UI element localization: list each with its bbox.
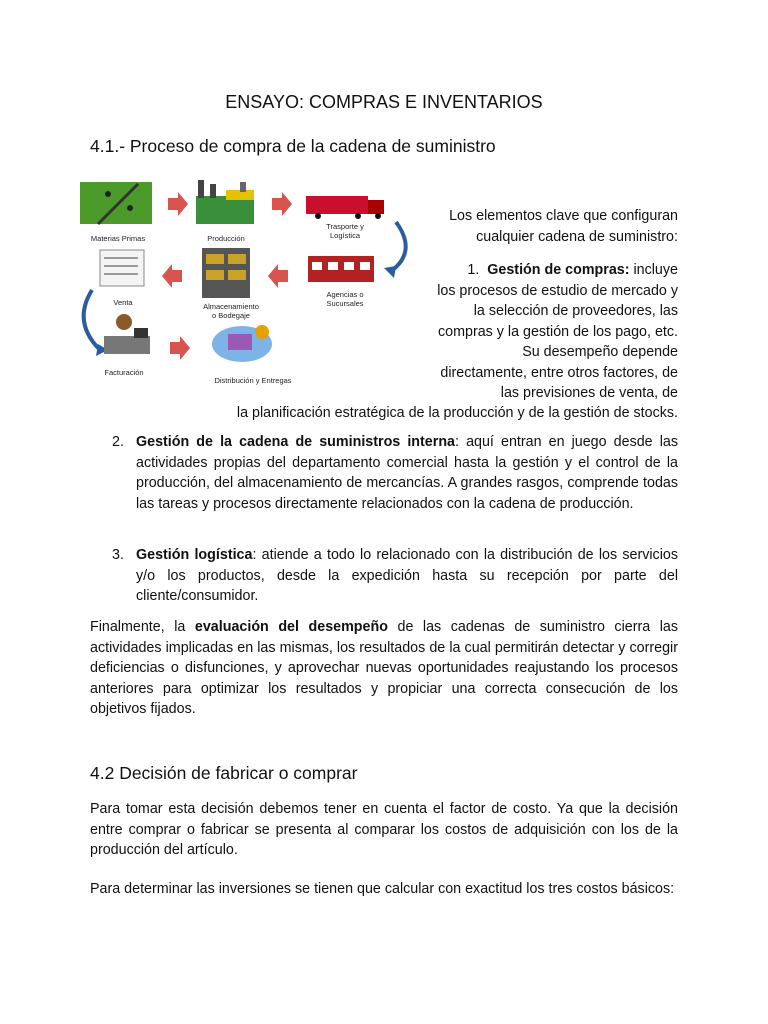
truck-image: [306, 196, 384, 219]
section-heading-4-2: 4.2 Decisión de fabricar o comprar: [90, 763, 358, 783]
flow-arrow: [162, 264, 182, 288]
raw-materials-image: [80, 182, 152, 224]
warehouse-image: [202, 248, 250, 298]
supply-chain-illustration: [78, 172, 418, 392]
item-2-cadena-interna: 2. Gestión de la cadena de suministros interna: aquí entran en juego desde las actividades propias del departamento comercial hasta la gestión y el control de la producción, del almacenamiento de mercancías. A grandes rasgos, comprende todas las tareas y procesos directamente relacionados con la cadena de producción.: [112, 434, 678, 512]
store-image: [308, 256, 374, 282]
distribution-image: [212, 325, 272, 362]
label-produccion: Producción: [207, 234, 245, 243]
flow-arrow: [168, 192, 188, 216]
section-2-paragraph-2: Para determinar las inversiones se tienen que calcular con exactitud los tres costos básicos:: [90, 881, 675, 897]
supply-chain-diagram: [78, 172, 418, 392]
page-title: ENSAYO: COMPRAS E INVENTARIOS: [225, 92, 543, 112]
intro-text: Los elementos clave que configuran cualquier cadena de suministro:: [449, 208, 678, 245]
billing-image: [104, 314, 150, 354]
label-facturacion: Facturación: [104, 368, 144, 377]
label-materias: Materias Primas: [90, 234, 146, 243]
final-paragraph: Finalmente, la evaluación del desempeño de las cadenas de suministro cierra las actividades implicadas en las mismas, los resultados de la cual permitirán detectar y corregir deficiencias o disfunciones, y aprovechar nuevas oportunidades reajustando los procesos anteriores para optimizar los resultados y propiciar una correcta consecución de los objetivos fijados.: [90, 619, 678, 717]
label-venta: Venta: [113, 298, 133, 307]
item-1-last-line: la planificación estratégica de la producción y de la gestión de stocks.: [236, 405, 678, 421]
flow-arrow: [170, 336, 190, 360]
label-distribucion: Distribución y Entregas: [214, 376, 292, 385]
flow-arrow: [272, 192, 292, 216]
item-1-gestion-compras: 1. Gestión de compras: incluye los procesos de estudio de mercado y la selección de proveedores, las compras y la gestión de los pago, etc. Su desempeño depende directamente, entre otros factores, de las previsiones de venta, de: [437, 262, 678, 401]
factory-image: [196, 180, 254, 224]
item-3-gestion-logistica: 3. Gestión logística: atiende a todo lo relacionado con la distribución de los servicios y/o los productos, desde la expedición hasta su recepción por parte del cliente/consumidor.: [112, 547, 678, 604]
flow-arrow: [268, 264, 288, 288]
section-2-paragraph-1: Para tomar esta decisión debemos tener en cuenta el factor de costo. Ya que la decisión entre comprar o fabricar se presenta al comparar los costos de adquisición con los de la producción del artículo.: [90, 801, 678, 858]
label-agencias: Agencias o Sucursales: [326, 290, 364, 308]
label-transporte: Trasporte y Logística: [326, 222, 364, 240]
sales-image: [100, 250, 144, 286]
label-almacen: Almacenamiento o Bodegaje: [203, 302, 259, 320]
section-heading-4-1: 4.1.- Proceso de compra de la cadena de suministro: [90, 136, 496, 156]
